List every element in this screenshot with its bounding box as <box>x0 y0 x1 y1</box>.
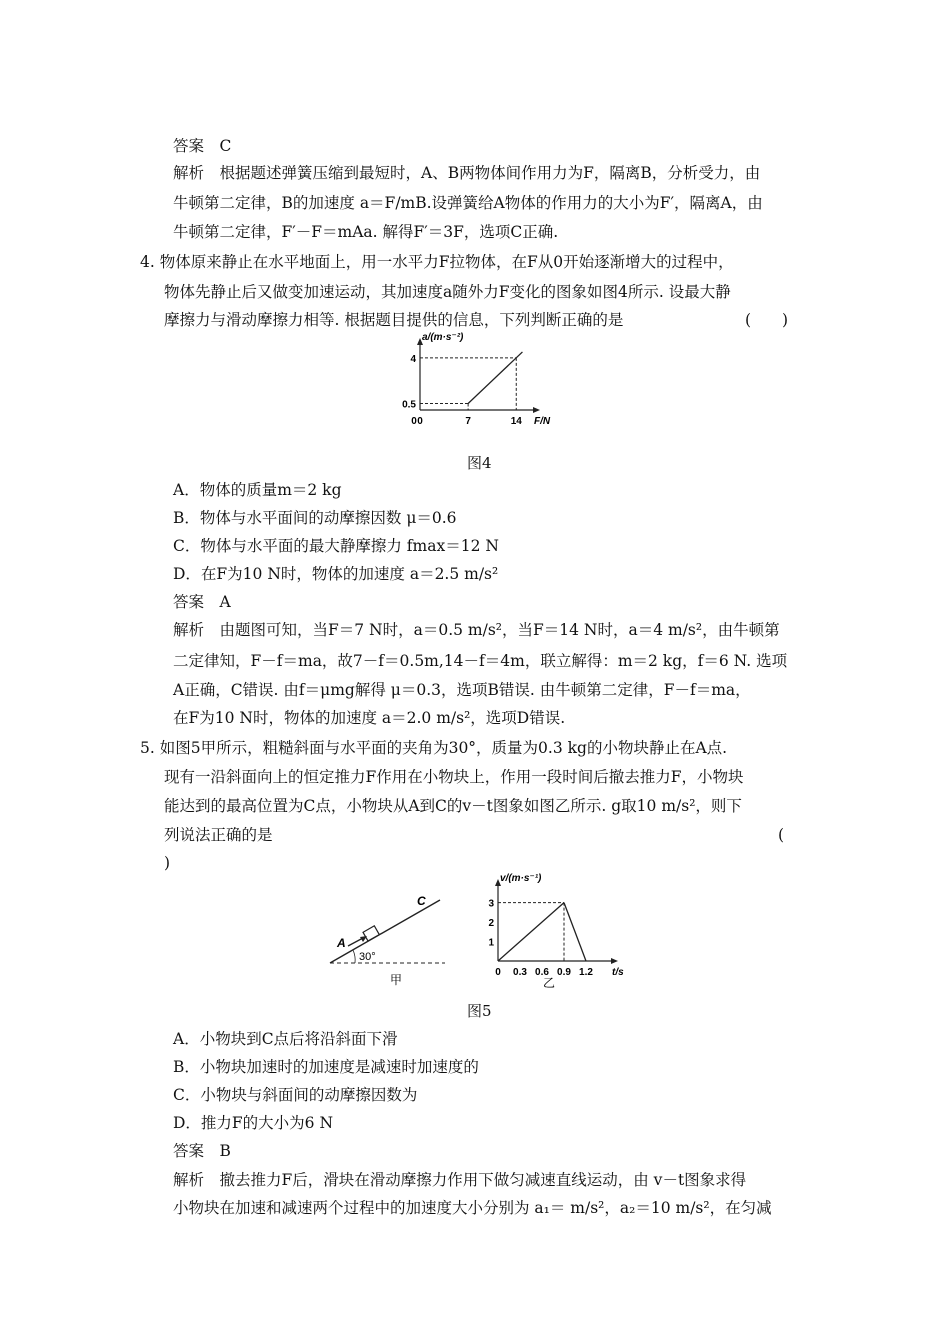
q4-bracket: ( ) <box>745 311 789 329</box>
y-axis-label: v/(m·s⁻¹) <box>500 873 542 884</box>
label-c: C <box>417 894 426 908</box>
q4-option-d: D．在F为10 N时，物体的加速度 a＝2.5 m/s² <box>173 565 499 583</box>
q4-stem-line: 物体先静止后又做变加速运动，其加速度a随外力F变化的图象如图4所示. 设最大静 <box>164 283 731 301</box>
figure-5-incline <box>325 885 460 990</box>
angle-arc <box>353 950 355 963</box>
x-axis-label: F/N <box>534 416 551 427</box>
q4-analysis-line: 在F为10 N时，物体的加速度 a＝2.0 m/s²，选项D错误. <box>173 709 566 727</box>
x-tick-label: 0.6 <box>535 967 549 978</box>
q5-option-a: A．小物块到C点后将沿斜面下滑 <box>173 1030 398 1048</box>
y-tick-label: 0.5 <box>402 399 416 411</box>
q5-option-c: C．小物块与斜面间的动摩擦因数为 <box>173 1086 418 1104</box>
q3-analysis-line: 牛顿第二定律，B的加速度 a＝F/mB.设弹簧给A物体的作用力的大小为F′，隔离A，由 <box>173 194 763 212</box>
y-tick-label: 1 <box>488 937 494 949</box>
q3-analysis-line: 牛顿第二定律，F′－F＝mAa. 解得F′＝3F，选项C正确. <box>173 223 559 241</box>
x-axis-arrow <box>533 407 540 413</box>
q5-option-b: B．小物块加速时的加速度是减速时加速度的 <box>173 1058 479 1076</box>
y-tick-label: 3 <box>488 898 494 910</box>
q4-analysis-line: 解析 由题图可知，当F＝7 N时，a＝0.5 m/s²，当F＝14 N时，a＝4 m/s²，由牛顿第 <box>173 621 780 639</box>
q5-stem-line: 5. 如图5甲所示，粗糙斜面与水平面的夹角为30°，质量为0.3 kg的小物块静止在A点. <box>140 739 728 757</box>
q5-stem-line: 现有一沿斜面向上的恒定推力F作用在小物块上，作用一段时间后撤去推力F，小物块 <box>164 768 744 786</box>
x-axis-arrow <box>611 958 618 964</box>
q4-analysis-line: 二定律知，F－f＝ma，故7－f＝0.5m,14－f＝4m，联立解得：m＝2 kg，f＝6 N. 选项 <box>173 652 788 670</box>
figure-4-caption: 图4 <box>467 454 492 472</box>
x-tick-label: 0 <box>495 967 501 978</box>
q4-stem-line: 4. 物体原来静止在水平地面上，用一水平力F拉物体，在F从0开始逐渐增大的过程中， <box>140 253 734 271</box>
q5-answer: 答案 B <box>173 1142 231 1160</box>
x-tick-label: 0 <box>417 416 423 427</box>
q4-analysis-line: A正确，C错误. 由f＝μmg解得 μ＝0.3，选项B错误. 由牛顿第二定律，F－f＝ma， <box>173 681 751 699</box>
x-tick-label: 0.3 <box>513 967 527 978</box>
q5-analysis-line: 解析 撤去推力F后，滑块在滑动摩擦力作用下做匀减速直线运动，由 v－t图象求得 <box>173 1171 747 1189</box>
q3-analysis-line: 解析 根据题述弹簧压缩到最短时，A、B两物体间作用力为F，隔离B，分析受力，由 <box>173 164 761 182</box>
q5-stem-line: 列说法正确的是 <box>164 826 273 844</box>
q5-analysis-line: 小物块在加速和减速两个过程中的加速度大小分别为 a₁＝ m/s²，a₂＝10 m/s²，在匀减 <box>173 1199 772 1217</box>
x-axis-label: t/s <box>612 967 624 978</box>
block <box>363 926 379 941</box>
q5-bracket-close: ) <box>164 854 171 872</box>
x-tick-label: 1.2 <box>579 967 593 978</box>
data-segment <box>498 903 564 961</box>
q4-answer: 答案 A <box>173 593 231 611</box>
q5-bracket-open: ( <box>778 826 785 844</box>
y-tick-label: 2 <box>488 918 494 930</box>
y-tick-label: 4 <box>410 353 416 365</box>
q4-option-c: C．物体与水平面的最大静摩擦力 fmax＝12 N <box>173 537 499 555</box>
figure-5-vt-chart <box>476 866 626 990</box>
x-tick-label: 14 <box>510 416 522 427</box>
angle-label: 30° <box>359 951 376 963</box>
data-segment <box>564 903 586 961</box>
origin-label: 0 <box>411 416 417 427</box>
label-a: A <box>337 936 346 950</box>
data-segment-extension <box>516 352 522 358</box>
q3-answer: 答案 C <box>173 137 232 155</box>
q4-stem-line: 摩擦力与滑动摩擦力相等. 根据题目提供的信息，下列判断正确的是 <box>164 311 624 329</box>
q5-option-d: D．推力F的大小为6 N <box>173 1114 334 1132</box>
chart-caption: 乙 <box>543 976 556 990</box>
figure-5-caption: 图5 <box>467 1002 492 1020</box>
x-tick-label: 0.9 <box>557 967 571 978</box>
incline-caption: 甲 <box>390 973 403 987</box>
y-axis-label: a/(m·s⁻²) <box>422 332 464 343</box>
incline-surface <box>330 900 440 963</box>
data-segment <box>468 358 516 404</box>
q5-stem-line: 能达到的最高位置为C点，小物块从A到C的v－t图象如图乙所示. g取10 m/s²，则下 <box>164 797 742 815</box>
q4-option-a: A．物体的质量m＝2 kg <box>173 481 342 499</box>
x-tick-label: 7 <box>465 416 471 427</box>
q4-option-b: B．物体与水平面间的动摩擦因数 μ＝0.6 <box>173 509 457 527</box>
figure-4-chart <box>390 330 560 442</box>
